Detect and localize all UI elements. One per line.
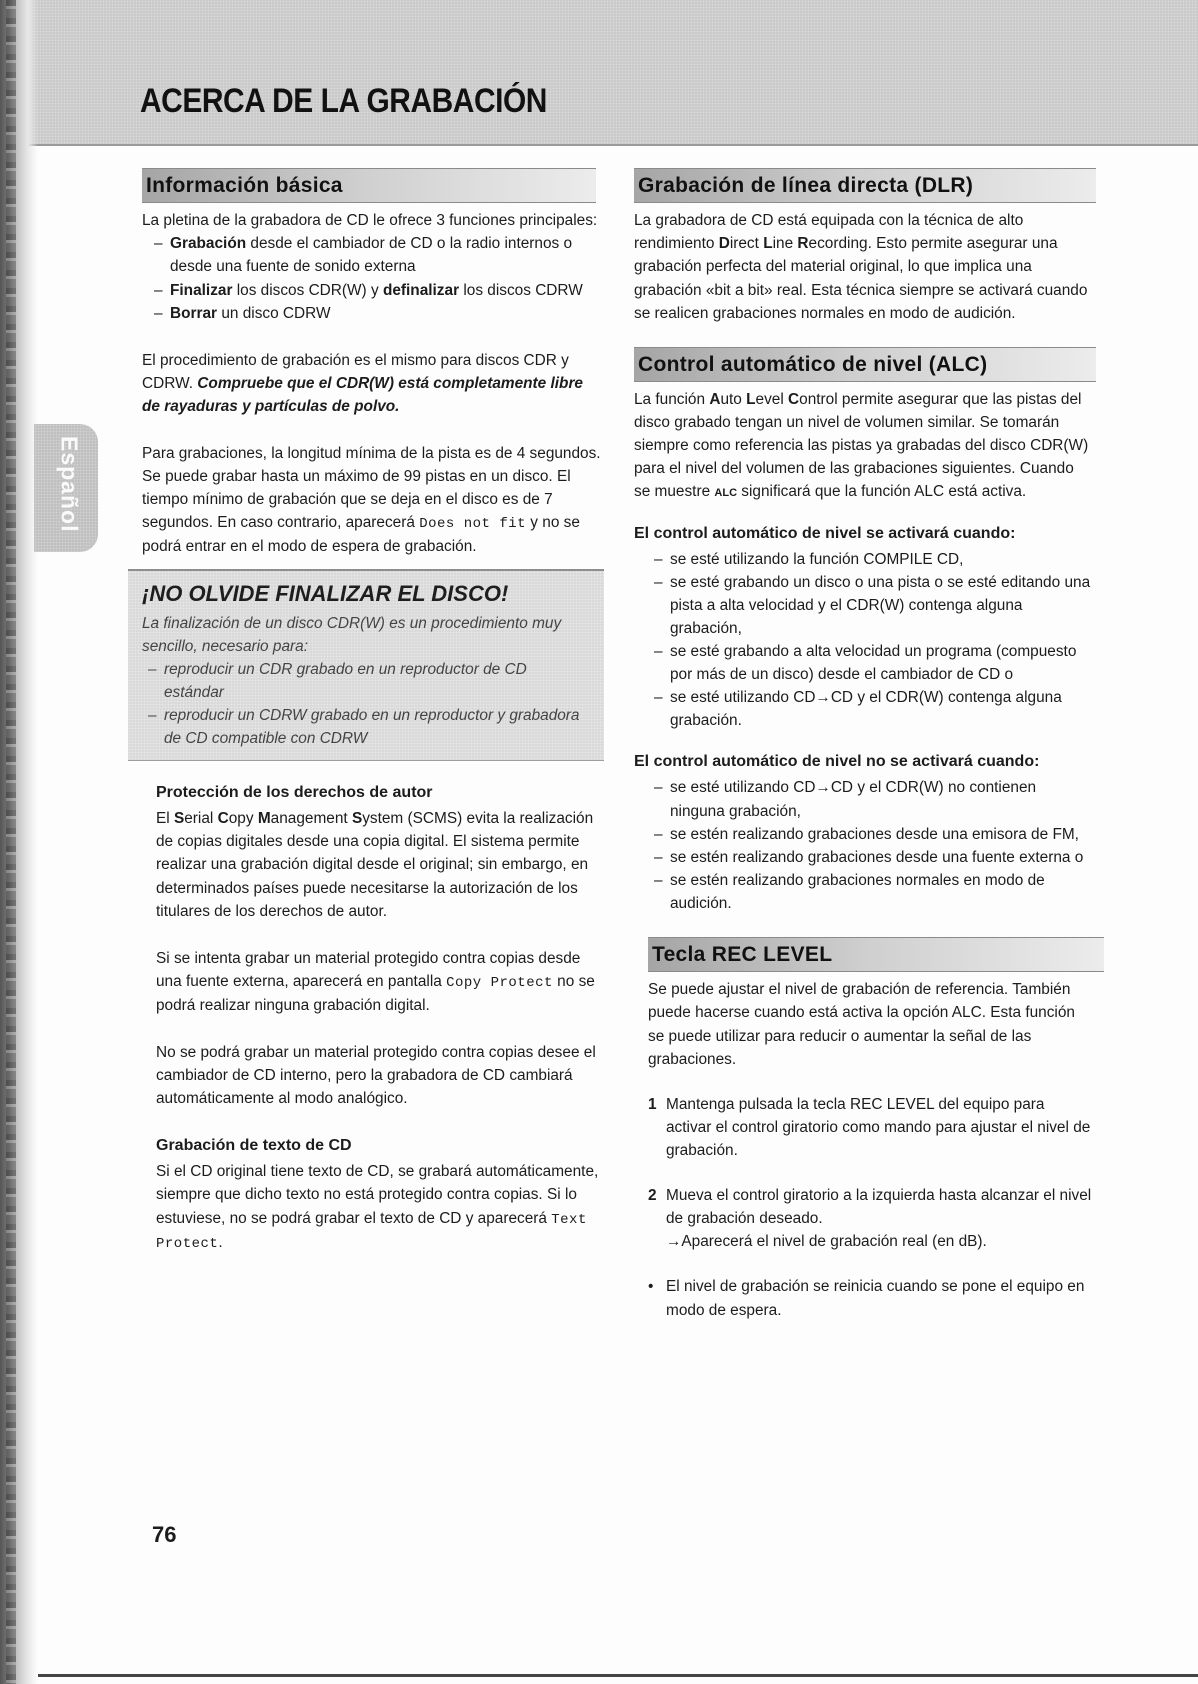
alc-active-item: – se esté utilizando CD→CD y el CDR(W) contenga alguna grabación. [648,686,1094,732]
procedure-paragraph: El procedimiento de grabación es el mismo para discos CDR y CDRW. Compruebe que el CDR(W) está completamente libre de rayaduras y partículas de polvo. [142,351,583,416]
notice-title: ¡NO OLVIDE FINALIZAR EL DISCO! [142,580,509,606]
step-number: 2 [648,1187,657,1205]
alc-paragraph: La función Auto Level Control permite asegurar que las pistas del disco grabado tengan un nivel de volumen similar. Se tomarán siempre como referencia las pistas ya grabadas del disco CDR(W) para el nivel del volumen de las grabaciones siguientes. Cuando se muestre ALC significará que la función ALC está activa. [634,391,1089,501]
copyright-section [142,781,604,1254]
left-column [142,168,604,1255]
rec-note [648,1275,1094,1321]
alc-active-item: – se esté utilizando la función COMPILE CD, [648,548,1094,571]
cd-text-heading: Grabación de texto de CD [156,1137,352,1155]
notice-list [142,658,590,750]
display-copy-protect: Copy Protect [446,974,553,991]
alc-inactive-list [634,776,1094,915]
basic-info-heading: Información básica [142,168,596,203]
basic-info-section [142,168,604,559]
bottom-rule [38,1674,1198,1677]
alc-active-item: – se esté grabando un disco o una pista o se esté editando una pista a alta velocidad y el CDR(W) contenga alguna grabación, [648,571,1094,640]
bullet-icon: • [648,1278,654,1296]
functions-list [142,232,604,324]
alc-heading: Control automático de nivel (ALC) [634,347,1096,382]
step-text: Mantenga pulsada la tecla REC LEVEL del equipo para activar el control giratorio como mando para ajustar el nivel de grabación. [666,1095,1091,1160]
arrow-icon: → [666,1233,682,1251]
function-finalize: – Finalizar los discos CDR(W) y definalizar los discos CDRW [148,279,604,302]
copy-protect-paragraph: Si se intenta grabar un material protegido contra copias desde una fuente externa, aparecerá en pantalla Copy Protect no se podrá realizar ninguna grabación digital. [156,949,595,1014]
analog-mode-paragraph: No se podrá grabar un material protegido contra copias desee el cambiador de CD interno, pero la grabadora de CD cambiará automáticamente al modo analógico. [156,1043,596,1108]
language-tab [34,424,98,552]
display-does-not-fit: Does not fit [419,516,527,533]
basic-intro: La pletina de la grabadora de CD le ofrece 3 funciones principales: [142,212,598,230]
alc-active-heading: El control automático de nivel se activará cuando: [634,524,1016,542]
alc-active-list [634,548,1094,733]
right-column [634,168,1094,1322]
rec-note-text: El nivel de grabación se reinicia cuando se pone el equipo en modo de espera. [666,1278,1085,1319]
book-spine-shadow [0,0,38,1684]
rec-level-section [634,937,1094,1322]
step-text: Mueva el control giratorio a la izquierda hasta alcanzar el nivel de grabación deseado. [666,1187,1092,1228]
copyright-heading: Protección de los derechos de autor [156,784,433,802]
scms-paragraph: El Serial Copy Management System (SCMS) evita la realización de copias digitales desde una copia digital. El sistema permite realizar una grabación digital desde el original; sin embargo, en determinados países puede necesitarse la autorización de los titulares de los derechos de autor. [156,810,594,920]
rec-level-heading: Tecla REC LEVEL [648,937,1104,972]
rec-step-1 [648,1093,1094,1162]
track-length-paragraph: Para grabaciones, la longitud mínima de la pista es de 4 segundos. Se puede grabar hasta un máximo de 99 pistas en un disco. El tiempo mínimo de grabación que se deja en el disco es de 7 segundos. En caso contrario, aparecerá Does not fit y no se podrá entrar en el modo de espera de grabación. [142,445,601,556]
page-number: 76 [152,1522,177,1547]
rec-level-intro: Se puede ajustar el nivel de grabación de referencia. También puede hacerse cuando está activa la opción ALC. Esta función se puede utilizar para reducir o aumentar la señal de las grabaciones. [648,981,1075,1068]
function-record: – Grabación desde el cambiador de CD o la radio internos o desde una fuente de sonido externa [148,232,604,278]
display-text-protect: Text Protect [156,1211,587,1252]
step-number: 1 [648,1095,657,1113]
spine-binding [6,0,16,1684]
header-rule [0,144,1198,146]
finalize-notice-box [128,569,604,762]
alc-inactive-item: – se esté utilizando CD→CD y el CDR(W) no contienen ninguna grabación, [648,776,1094,822]
notice-item: – reproducir un CDRW grabado en un reproductor y grabadora de CD compatible con CDRW [142,704,590,750]
function-erase: – Borrar un disco CDRW [148,302,604,325]
alc-section [634,347,1094,915]
alc-indicator-icon: ALC [714,487,738,500]
rec-step-2 [648,1184,1094,1253]
notice-intro: La finalización de un disco CDR(W) es un procedimiento muy sencillo, necesario para: [142,614,562,655]
alc-inactive-item: – se estén realizando grabaciones desde una emisora de FM, [648,823,1094,846]
alc-inactive-item: – se estén realizando grabaciones normales en modo de audición. [648,869,1094,915]
dlr-paragraph: La grabadora de CD está equipada con la técnica de alto rendimiento Direct Line Recording. Esto permite asegurar una grabación perfecta del material original, lo que implica una grabación «bit a bit» real. Esta técnica siempre se activará cuando se realicen grabaciones normales en modo de audición. [634,212,1088,322]
dlr-section [634,168,1094,325]
alc-inactive-item: – se estén realizando grabaciones desde una fuente externa o [648,846,1094,869]
notice-item: – reproducir un CDR grabado en un reproductor de CD estándar [142,658,590,704]
page-title: ACERCA DE LA GRABACIÓN [140,82,547,120]
dlr-heading: Grabación de línea directa (DLR) [634,168,1096,203]
cd-text-paragraph: Si el CD original tiene texto de CD, se grabará automáticamente, siempre que dicho texto no está protegido contra copias. Si lo estuviese, no se podrá grabar el texto de CD y aparecerá Text Protect. [156,1163,599,1252]
alc-active-item: – se esté grabando a alta velocidad un programa (compuesto por más de un disco) desde el cambiador de CD o [648,640,1094,686]
language-tab-label: Español [56,436,83,533]
alc-inactive-heading: El control automático de nivel no se activará cuando: [634,753,1040,771]
step-result: Aparecerá el nivel de grabación real (en dB). [681,1233,987,1251]
